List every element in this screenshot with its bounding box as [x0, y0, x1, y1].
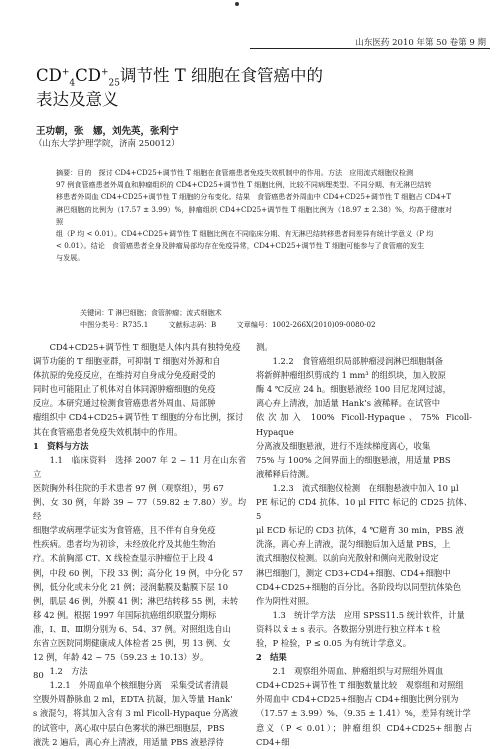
body-text-line: 1.2.2 食管癌组织局部肿瘤浸润淋巴细胞制备 — [272, 356, 444, 367]
abstract-line: < 0.01）。结论 食管癌患者全身及肿瘤局部均存在免疫异常，CD4+CD25+调节性 T 细胞可能参与了食管癌的发生 — [56, 241, 425, 251]
body-text-line: 其在食管癌患者免疫失效机制中的作用。 — [33, 426, 183, 437]
abstract-line: 淋巴细胞的比例为（17.57 ± 3.99）%，肿瘤组织 CD4+CD25+调节性 T 细胞比例为（18.97 ± 2.38）%，均高于健康对照 — [56, 204, 452, 226]
body-text-line: 准，Ⅰ、Ⅱ、Ⅲ期分别为 6、54、37 例。对照组选自山 — [33, 623, 231, 634]
title-line-1: $CD^+_4CD^+_{25}$调节性 T 细胞在食管癌中的 — [36, 66, 323, 89]
body-text-line: 瘤组织中 CD4+CD25+调节性 T 细胞的分布比例，探讨 — [33, 412, 244, 423]
article-title — [36, 64, 323, 112]
body-left-column — [33, 340, 246, 749]
body-text-line: 验，P 检验，P ≤ 0.05 为有统计学意义。 — [256, 637, 412, 648]
body-text-line: 12 例，年龄 42 ~ 75（59.23 ± 10.13）岁。 — [33, 652, 209, 663]
body-text-line: 例，肌层 46 例，外膜 41 例；淋巴结转移 55 例，未转 — [33, 595, 239, 606]
body-text-line: 疗。术前胸部 CT、X 线检查显示肿瘤位于上段 4 — [33, 553, 214, 564]
body-text-line: 例、女 30 例，年龄 39 ~ 77（59.82 ± 7.80）岁。均经 — [33, 497, 246, 522]
body-text-line: 资料以 x̄ ± s 表示。各数据分别进行独立样本 t 检 — [256, 623, 441, 634]
clc-number: 中图分类号：R735.1 — [80, 320, 149, 329]
body-text-line: s 液混匀，将其加入含有 3 ml Ficoll-Hypaque 分离液 — [33, 708, 239, 719]
abstract-line: 组（P 均 < 0.01）。CD4+CD25+调节性 T 细胞比例在不同临床分期、有无淋巴结转移患者间差异有统计学意义（P 均 — [56, 229, 434, 239]
body-text-line: 测。 — [256, 342, 273, 352]
title-line-2: 表达及意义 — [36, 90, 119, 109]
body-text-line: 分离液及细胞悬液，进行不连续梯度离心，收集 — [256, 440, 431, 451]
body-text-line: 依次加入 100% Ficoll-Hypaque、75% Ficoll-Hypaque — [256, 412, 472, 437]
body-text-line: 淋巴细胞门，测定 CD3+CD4+细胞、CD4+细胞中 — [256, 567, 451, 578]
body-text-line: 体抗原的免疫反应，在维持对自身成分免疫耐受的 — [33, 370, 216, 381]
body-text-line: 医院胸外科住院的手术患者 97 例（观察组），男 67 — [33, 482, 224, 493]
body-text-line: 1.1 临床资料 选择 2007 年 2 ~ 11 月在山东省立 — [33, 454, 246, 479]
body-text-line: CD4+CD25+细胞的百分比。各阶段均以同型抗体染色 — [256, 581, 462, 592]
body-text-line: PE 标记的 CD4 抗体、10 μl FITC 标记的 CD25 抗体、5 — [256, 497, 472, 522]
body-text-line: 洗涤，离心弃上清液，混匀细胞后加入适量 PBS，上 — [256, 539, 451, 550]
body-text-line: CD4+CD25+调节性 T 细胞数量比较 观察组和对照组 — [256, 680, 464, 691]
abstract-line: 摘要：目的 探讨 CD4+CD25+调节性 T 细胞在食管癌患者免疫失效机制中的作用。方法 应用流式细胞仪检测 — [56, 168, 414, 177]
body-text-line: 例，低分化或未分化 21 例；浸润黏膜及黏膜下层 10 — [33, 581, 228, 592]
body-text-line: 同时也可能阻止了机体对自体同源肿瘤细胞的免疫 — [33, 384, 216, 395]
journal-header: 山东医药 2010 年第 50 卷第 9 期 — [355, 38, 486, 48]
section-heading: 2 结果 — [256, 652, 287, 663]
document-code: 文献标志码：B — [168, 320, 217, 329]
body-text-line: 酶 4 ℃反应 24 h。细胞悬液经 100 目尼龙网过滤， — [256, 384, 451, 395]
body-text-line: CD4+CD25+调节性 T 细胞是人体内具有独特免疫 — [49, 342, 241, 352]
article-number: 文章编号：1002-266X(2010)09-0080-02 — [236, 320, 376, 329]
abstract-line: 与发展。 — [56, 253, 85, 263]
affiliation: （山东大学护理学院，济南 250012） — [34, 139, 180, 149]
body-text-line: 75% 与 100% 之间界面上的细胞悬液，用适量 PBS — [256, 454, 451, 465]
body-text-line: 流式细胞仪检测。以前向光散射和侧向光散射设定 — [256, 553, 439, 564]
body-text-line: 空腹外周静脉血 2 ml，EDTA 抗凝，加入等量 Hank’ — [33, 694, 233, 705]
body-text-line: 移 42 例。根据 1997 年国际抗癌组织联盟分期标 — [33, 609, 217, 620]
body-text-line: 1.2.1 外周血单个核细胞分离 采集受试者清晨 — [49, 680, 229, 691]
body-right-column — [256, 340, 472, 749]
keywords: 关键词：T 淋巴细胞；食管肿瘤；流式细胞术 — [80, 308, 222, 317]
body-text-line: 东省立医院同期健康成人体检者 25 例，男 13 例、女 — [33, 637, 231, 648]
body-text-line: 1.2 方法 — [49, 666, 88, 677]
header-rule — [250, 48, 490, 49]
body-text-line: 反应。本研究通过检测食管癌患者外周血、局部肿 — [33, 398, 216, 409]
body-text-line: （17.57 ± 3.99）%、（9.35 ± 1.41）%，差异有统计学 — [256, 708, 471, 719]
section-heading: 1 资料与方法 — [33, 440, 89, 451]
body-text-line: μl ECD 标记的 CD3 抗体，4 ℃避育 30 min，PBS 液 — [256, 525, 464, 536]
body-text-line: 1.2.3 流式细胞仪检测 在细胞悬液中加入 10 μl — [272, 482, 459, 493]
body-text-line: 例，中段 60 例，下段 33 例；高分化 19 例，中分化 57 — [33, 567, 244, 578]
abstract-line: 移患者外周血 CD4+CD25+调节性 T 细胞的分布变化。结果 食管癌患者外周血中 CD4+CD25+调节性 T 细胞占 CD4+T — [56, 192, 452, 202]
body-text-line: 离心弃上清液，加适量 Hank’s 液稀释。在试管中 — [256, 398, 441, 409]
author-list: 王功朝，张 娜，刘先英，张利宁 — [36, 126, 179, 137]
body-text-line: 将新鲜肿瘤组织剪成约 1 mm³ 的组织块，加入胶原 — [256, 370, 446, 381]
body-text-line: 液稀释后待测。 — [256, 468, 315, 479]
body-text-line: 2.1 观察组外周血、肿瘤组织与对照组外周血 — [272, 666, 444, 677]
body-text-line: 调节功能的 T 细胞亚群，可抑制 T 细胞对外源和自 — [33, 356, 221, 367]
body-text-line: 液洗 2 遍后，离心弃上清液，用适量 PBS 液悬浮待 — [33, 736, 224, 747]
body-text-line: 意义（P < 0.01）；肿瘤组织 CD4+CD25+细胞占 CD4+细 — [256, 722, 472, 747]
body-text-line: 作为阴性对照。 — [256, 595, 315, 606]
body-text-line: 细胞学或病理学证实为食管癌，且不伴有自身免疫 — [33, 525, 216, 536]
abstract — [56, 167, 452, 265]
classification-line — [80, 320, 394, 330]
body-text-line: 1.3 统计学方法 应用 SPSS11.5 统计软件，计量 — [272, 609, 465, 620]
print-mark — [235, 2, 239, 6]
body-text-line: 外周血中 CD4+CD25+细胞占 CD4+细胞比例分别为 — [256, 694, 459, 705]
body-text-line: 的试管中，离心取中层白色雾状的淋巴细胞层，PBS — [33, 722, 225, 733]
page-number: 80 — [33, 671, 44, 681]
abstract-line: 97 例食管癌患者外周血和肿瘤组织的 CD4+CD25+调节性 T 细胞比例，比较不同病理类型、不同分期、有无淋巴结转 — [56, 180, 432, 190]
body-text-line: 性疾病。患者均为初诊，未经放化疗及其他生物治 — [33, 539, 216, 550]
